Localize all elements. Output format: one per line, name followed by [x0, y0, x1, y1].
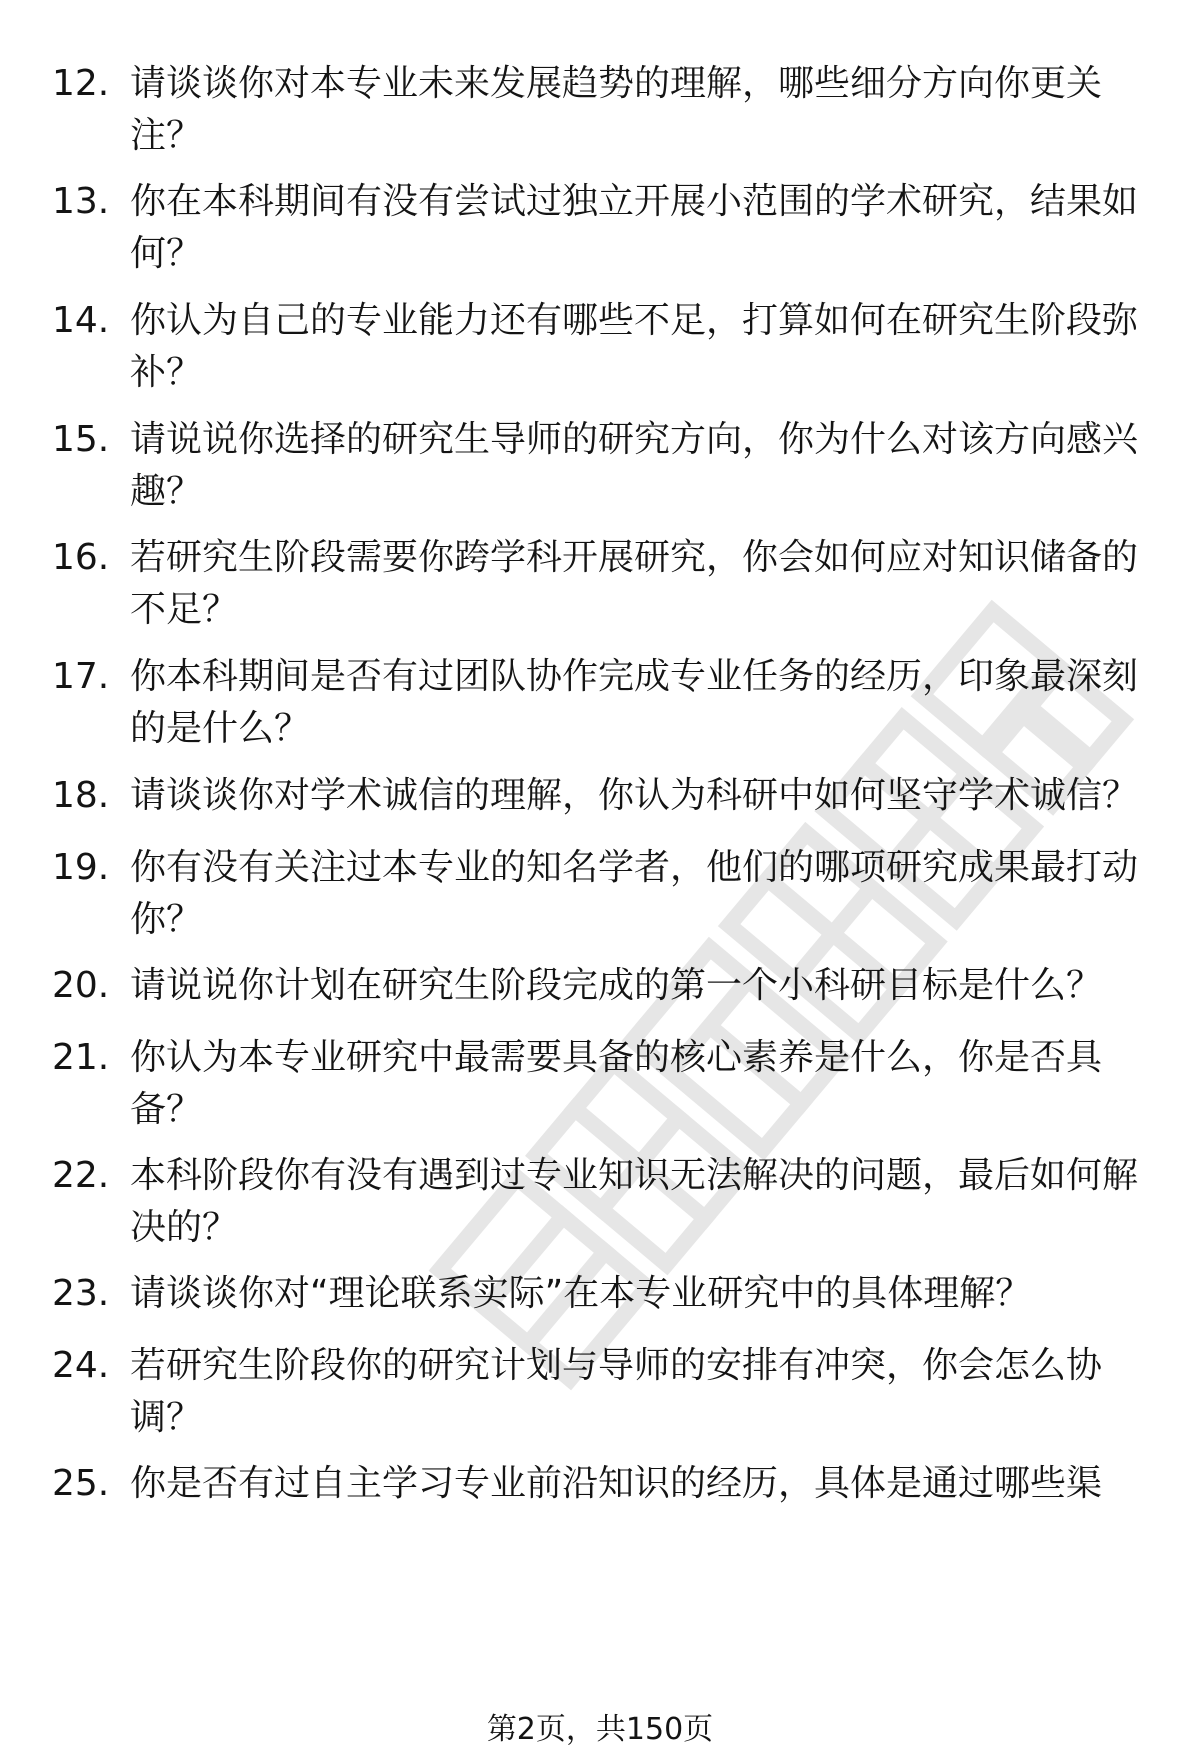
question-item: [52, 295, 1142, 399]
question-number: 20.: [52, 965, 110, 1006]
question-text: 若研究生阶段你的研究计划与导师的安排有冲突，你会怎么协调？: [130, 1345, 1103, 1438]
question-item: [52, 842, 1142, 946]
question-text: 本科阶段你有没有遇到过专业知识无法解决的问题，最后如何解决的？: [130, 1155, 1139, 1248]
question-text: 请谈谈你对“理论联系实际”在本专业研究中的具体理解？: [130, 1273, 1032, 1314]
question-text: 你在本科期间有没有尝试过独立开展小范围的学术研究，结果如何？: [130, 181, 1139, 274]
question-number: 23.: [52, 1273, 110, 1314]
question-number: 17.: [52, 656, 110, 697]
question-item: [52, 58, 1142, 162]
question-number: 13.: [52, 181, 110, 222]
question-item: [52, 414, 1142, 518]
question-number: 19.: [52, 847, 110, 888]
question-item: [52, 1340, 1142, 1444]
question-number: 15.: [52, 419, 110, 460]
question-number: 25.: [52, 1463, 110, 1504]
question-item: [52, 960, 1142, 1012]
question-number: 24.: [52, 1345, 110, 1386]
question-item: [52, 651, 1142, 755]
question-text: 请谈谈你对本专业未来发展趋势的理解，哪些细分方向你更关注？: [130, 63, 1103, 156]
question-text: 你是否有过自主学习专业前沿知识的经历，具体是通过哪些渠: [130, 1463, 1103, 1504]
question-number: 22.: [52, 1155, 110, 1196]
question-text: 你认为自己的专业能力还有哪些不足，打算如何在研究生阶段弥补？: [130, 300, 1139, 393]
question-item: [52, 1150, 1142, 1254]
question-item: [52, 532, 1142, 636]
question-text: 请说说你计划在研究生阶段完成的第一个小科研目标是什么？: [130, 965, 1103, 1006]
question-item: [52, 1268, 1142, 1320]
page-number-footer: 第2页，共150页: [486, 1712, 714, 1747]
question-text: 你本科期间是否有过团队协作完成专业任务的经历，印象最深刻的是什么？: [130, 656, 1139, 749]
question-number: 14.: [52, 300, 110, 341]
question-text: 请谈谈你对学术诚信的理解，你认为科研中如何坚守学术诚信？: [130, 775, 1139, 816]
question-text: 请说说你选择的研究生导师的研究方向，你为什么对该方向感兴趣？: [130, 419, 1139, 512]
question-item: [52, 770, 1142, 822]
question-number: 16.: [52, 537, 110, 578]
question-text: 你有没有关注过本专业的知名学者，他们的哪项研究成果最打动你？: [130, 847, 1139, 940]
question-number: 12.: [52, 63, 110, 104]
question-text: 若研究生阶段需要你跨学科开展研究，你会如何应对知识储备的不足？: [130, 537, 1139, 630]
question-item: [52, 1032, 1142, 1136]
question-number: 18.: [52, 775, 110, 816]
question-number: 21.: [52, 1037, 110, 1078]
question-item: [52, 176, 1142, 280]
question-item: [52, 1458, 1142, 1510]
question-text: 你认为本专业研究中最需要具备的核心素养是什么，你是否具备？: [130, 1037, 1103, 1130]
